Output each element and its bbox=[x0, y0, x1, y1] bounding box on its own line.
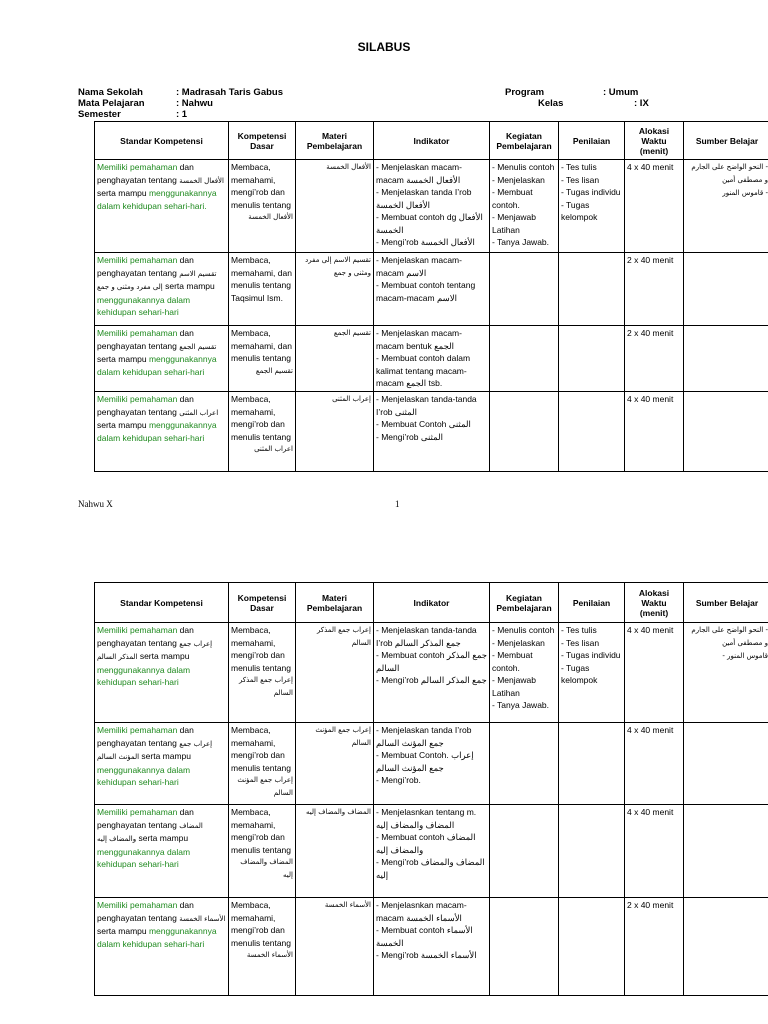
sumber-cell bbox=[684, 805, 768, 898]
materi-arabic-text: المضاف والمضاف إليه bbox=[306, 808, 371, 816]
table-row bbox=[95, 623, 768, 723]
sk-arabic-text: إعراب جمع المذكر السالم bbox=[97, 639, 213, 661]
table-2-body bbox=[95, 623, 768, 996]
sk-arabic-text: الأسماء الخمسة bbox=[179, 914, 226, 923]
info-labels bbox=[78, 87, 145, 120]
penilaian-cell bbox=[559, 392, 625, 472]
kegiatan-item: - Menjelaskan bbox=[492, 637, 545, 648]
kompetensi-dasar-cell bbox=[229, 392, 296, 472]
sk-green-text: menggunakannya dalam kehidupan sehari-hari bbox=[97, 664, 191, 687]
footer-left: Nahwu X bbox=[78, 499, 113, 509]
header-kompetensi-dasar: Kompetensi Dasar bbox=[229, 583, 296, 623]
sk-green-text: menggunakannya dalam kehidupan sehari-hari. bbox=[97, 188, 217, 211]
page-number: 1 bbox=[395, 499, 400, 509]
materi-cell bbox=[296, 723, 374, 805]
penilaian-cell bbox=[559, 623, 625, 723]
indikator-cell bbox=[374, 898, 490, 996]
alokasi-cell: 4 x 40 menit bbox=[625, 723, 684, 805]
mata-pelajaran-label: Mata Pelajaran bbox=[78, 98, 145, 109]
sk-text: dan penghayatan tentang bbox=[97, 725, 194, 748]
indikator-item: - Membuat Contoh المثنى bbox=[376, 419, 471, 429]
sk-text: dan penghayatan tentang bbox=[97, 394, 194, 417]
kegiatan-item: - Menjawab Latihan bbox=[492, 212, 536, 235]
sumber-cell bbox=[684, 392, 768, 472]
sk-green-text: Memiliki pemahaman bbox=[97, 725, 178, 735]
alokasi-cell: 2 x 40 menit bbox=[625, 326, 684, 392]
kd-text: Membaca, memahami, mengi’rob dan menulis tentang bbox=[231, 625, 292, 673]
kelas-label: Kelas bbox=[538, 98, 564, 109]
sk-green-text: menggunakannya dalam kehidupan sehari-hari bbox=[97, 420, 217, 443]
sk-green-text: menggunakannya dalam kehidupan sehari-hari bbox=[97, 846, 191, 869]
indikator-item: - Menjelaskan macam-macam الأفعال الخمسة bbox=[376, 162, 462, 185]
header-kegiatan: Kegiatan Pembelajaran bbox=[490, 122, 559, 160]
kd-arabic-text: المضاف والمضاف إليه bbox=[240, 858, 293, 879]
kd-arabic-text: اعراب المثنى bbox=[254, 445, 293, 453]
header-materi: Materi Pembelajaran bbox=[296, 583, 374, 623]
materi-cell bbox=[296, 392, 374, 472]
header-indikator: Indikator bbox=[374, 583, 490, 623]
penilaian-cell bbox=[559, 326, 625, 392]
materi-cell bbox=[296, 253, 374, 326]
kd-text: Membaca, memahami, mengi’rob dan menulis tentang bbox=[231, 900, 292, 948]
indikator-item: - Membuat Contoh. إعراب جمع المؤنث السالم bbox=[376, 750, 474, 773]
table-row bbox=[95, 805, 768, 898]
penilaian-cell bbox=[559, 805, 625, 898]
kompetensi-dasar-cell bbox=[229, 253, 296, 326]
sk-green-text: Memiliki pemahaman bbox=[97, 625, 178, 635]
nama-sekolah-value: : Madrasah Taris Gabus bbox=[176, 87, 283, 98]
sk-text: serta mampu bbox=[137, 651, 190, 661]
penilaian-cell bbox=[559, 253, 625, 326]
table-row bbox=[95, 723, 768, 805]
kegiatan-item: - Menulis contoh bbox=[492, 625, 555, 635]
kegiatan-item: - Membuat contoh. bbox=[492, 187, 533, 210]
kd-arabic-text: الأفعال الخمسة bbox=[248, 213, 293, 221]
header-materi: Materi Pembelajaran bbox=[296, 122, 374, 160]
alokasi-cell: 2 x 40 menit bbox=[625, 253, 684, 326]
sk-text: dan penghayatan tentang bbox=[97, 900, 194, 923]
kd-text: Membaca, memahami, mengi’rob dan menulis tentang bbox=[231, 162, 292, 210]
materi-arabic-text: تقسيم الاسم إلى مفرد ومثنى و جمع bbox=[305, 256, 371, 277]
indikator-item: - Mengi’rob. bbox=[376, 775, 421, 785]
alokasi-cell: 4 x 40 menit bbox=[625, 392, 684, 472]
sumber-cell bbox=[684, 898, 768, 996]
indikator-item: - Membuat contoh dalam kalimat tentang macam-macam الجمع tsb. bbox=[376, 353, 471, 388]
sumber-item: - النحو الواضح على الجارم و مصطفى أمين bbox=[691, 163, 768, 184]
sumber-cell bbox=[684, 253, 768, 326]
sk-text: dan penghayatan tentang bbox=[97, 807, 194, 830]
kd-text: Membaca, memahami, dan menulis tentang bbox=[231, 328, 292, 363]
table-1-body bbox=[95, 160, 768, 472]
semester-label: Semester bbox=[78, 109, 121, 120]
sk-arabic-text: الأفعال الخمسة bbox=[179, 176, 224, 185]
materi-cell bbox=[296, 805, 374, 898]
materi-arabic-text: الأفعال الخمسة bbox=[326, 163, 371, 171]
penilaian-item: - Tes tulis bbox=[561, 625, 597, 635]
sumber-item: قاموس المنور - bbox=[722, 652, 768, 660]
indikator-item: - Menjelasnkan tentang m. المضاف والمضاف إليه bbox=[376, 807, 477, 830]
indikator-item: - Menjelaskan tanda I’rob الأفعال الخمسة bbox=[376, 187, 472, 210]
sk-green-text: Memiliki pemahaman bbox=[97, 255, 178, 265]
kompetensi-dasar-cell bbox=[229, 326, 296, 392]
materi-cell bbox=[296, 160, 374, 253]
sk-text: dan penghayatan tentang bbox=[97, 162, 194, 185]
standar-kompetensi-cell bbox=[95, 623, 229, 723]
syllabus-table-2 bbox=[94, 582, 768, 996]
sk-text: serta mampu bbox=[97, 926, 149, 936]
header-kegiatan: Kegiatan Pembelajaran bbox=[490, 583, 559, 623]
sk-text: serta mampu bbox=[139, 751, 192, 761]
standar-kompetensi-cell bbox=[95, 392, 229, 472]
sk-arabic-text: المضاف والمضاف إليه bbox=[97, 821, 203, 843]
kegiatan-item: - Menjelaskan bbox=[492, 174, 545, 185]
table-row bbox=[95, 898, 768, 996]
kegiatan-cell bbox=[490, 160, 559, 253]
indikator-item: - Menjelaskan macam-macam bentuk الجمع bbox=[376, 328, 462, 351]
header-penilaian: Penilaian bbox=[559, 583, 625, 623]
materi-arabic-text: الأسماء الخمسة bbox=[324, 901, 371, 909]
sk-text: serta mampu bbox=[97, 354, 149, 364]
kegiatan-cell bbox=[490, 253, 559, 326]
sumber-cell bbox=[684, 326, 768, 392]
kompetensi-dasar-cell bbox=[229, 805, 296, 898]
kd-arabic-text: تقسيم الجمع bbox=[255, 366, 293, 375]
program-value: : Umum bbox=[603, 87, 639, 98]
kd-text: Membaca, memahami, mengi’rob dan menulis tentang bbox=[231, 725, 292, 773]
sk-arabic-text: تقسيم الجمع bbox=[179, 342, 217, 351]
standar-kompetensi-cell bbox=[95, 253, 229, 326]
table-row bbox=[95, 253, 768, 326]
materi-arabic-text: تقسيم الجمع bbox=[333, 329, 371, 337]
header-indikator: Indikator bbox=[374, 122, 490, 160]
materi-cell bbox=[296, 623, 374, 723]
sk-text: serta mampu bbox=[97, 420, 149, 430]
alokasi-cell: 4 x 40 menit bbox=[625, 805, 684, 898]
standar-kompetensi-cell bbox=[95, 326, 229, 392]
kompetensi-dasar-cell bbox=[229, 623, 296, 723]
kegiatan-cell bbox=[490, 805, 559, 898]
indikator-cell bbox=[374, 623, 490, 723]
kd-arabic-text: إعراب جمع المذكر السالم bbox=[238, 676, 293, 697]
indikator-item: - Membuat contoh جمع المذكر السالم bbox=[376, 650, 487, 673]
sk-arabic-text: إعراب جمع المؤنث السالم bbox=[97, 739, 213, 761]
header-penilaian: Penilaian bbox=[559, 122, 625, 160]
materi-arabic-text: إعراب المثنى bbox=[332, 395, 371, 403]
sumber-item: - قاموس المنور bbox=[722, 189, 768, 197]
indikator-cell bbox=[374, 160, 490, 253]
info-values bbox=[176, 87, 283, 120]
alokasi-cell: 2 x 40 menit bbox=[625, 898, 684, 996]
indikator-cell bbox=[374, 392, 490, 472]
kegiatan-cell bbox=[490, 623, 559, 723]
indikator-item: - Menjelaskan tanda I’rob جمع المؤنث السالم bbox=[376, 725, 472, 748]
kd-text: Membaca, memahami, mengi’rob dan menulis tentang bbox=[231, 807, 292, 855]
header-alokasi: Alokasi Waktu (menit) bbox=[625, 122, 684, 160]
sk-green-text: menggunakannya dalam kehidupan sehari-hari bbox=[97, 926, 217, 949]
sk-text: dan penghayatan tentang bbox=[97, 328, 194, 351]
header-standar-kompetensi: Standar Kompetensi bbox=[95, 583, 229, 623]
kegiatan-cell bbox=[490, 392, 559, 472]
syllabus-table-1 bbox=[94, 121, 768, 472]
indikator-item: - Membuat contoh المضاف والمضاف إليه bbox=[376, 832, 476, 855]
indikator-item: - Menjelaskan macam-macam الاسم bbox=[376, 255, 462, 278]
kelas-value: : IX bbox=[634, 98, 649, 109]
kegiatan-item: - Tanya Jawab. bbox=[492, 700, 550, 710]
indikator-item: - Membuat contoh tentang macam-macam الاسم bbox=[376, 280, 476, 303]
materi-cell bbox=[296, 898, 374, 996]
alokasi-cell: 4 x 40 menit bbox=[625, 623, 684, 723]
page-title: SILABUS bbox=[357, 40, 411, 54]
materi-cell bbox=[296, 326, 374, 392]
standar-kompetensi-cell bbox=[95, 898, 229, 996]
penilaian-cell bbox=[559, 723, 625, 805]
penilaian-item: - Tugas individu bbox=[561, 650, 621, 660]
sk-text: dan penghayatan tentang bbox=[97, 255, 194, 278]
program-label: Program bbox=[505, 87, 545, 98]
sk-green-text: menggunakannya dalam kehidupan sehari-hari bbox=[97, 764, 191, 787]
sk-green-text: menggunakannya dalam kehidupan sehari-hari bbox=[97, 354, 217, 377]
sk-green-text: Memiliki pemahaman bbox=[97, 162, 178, 172]
header-alokasi: Alokasi Waktu (menit) bbox=[625, 583, 684, 623]
sk-green-text: Memiliki pemahaman bbox=[97, 807, 178, 817]
penilaian-cell bbox=[559, 898, 625, 996]
penilaian-cell bbox=[559, 160, 625, 253]
indikator-item: - Mengi’rob المضاف والمضاف إليه bbox=[376, 857, 485, 880]
kegiatan-cell bbox=[490, 723, 559, 805]
indikator-item: - Membuat contoh الأسماء الخمسة bbox=[376, 925, 473, 948]
indikator-item: - Mengi’rob الأسماء الخمسة bbox=[376, 950, 477, 960]
sk-arabic-text: اعراب المثنى bbox=[179, 408, 219, 417]
indikator-cell bbox=[374, 326, 490, 392]
indikator-cell bbox=[374, 805, 490, 898]
kegiatan-cell bbox=[490, 898, 559, 996]
kd-arabic-text: الأسماء الخمسة bbox=[246, 951, 293, 959]
standar-kompetensi-cell bbox=[95, 723, 229, 805]
header-sumber: Sumber Belajar bbox=[684, 122, 768, 160]
indikator-item: - Mengi’rob جمع المذكر السالم bbox=[376, 675, 487, 685]
sk-text: serta mampu bbox=[136, 833, 189, 843]
sk-text: serta mampu bbox=[97, 188, 149, 198]
indikator-cell bbox=[374, 723, 490, 805]
sk-green-text: menggunakannya dalam kehidupan sehari-hari bbox=[97, 294, 191, 317]
sk-text: dan penghayatan tentang bbox=[97, 625, 194, 648]
header-sumber: Sumber Belajar bbox=[684, 583, 768, 623]
standar-kompetensi-cell bbox=[95, 160, 229, 253]
penilaian-item: - Tes lisan bbox=[561, 637, 600, 648]
materi-arabic-text: إعراب جمع المذكر السالم bbox=[316, 626, 371, 647]
kompetensi-dasar-cell bbox=[229, 160, 296, 253]
sk-green-text: Memiliki pemahaman bbox=[97, 900, 178, 910]
header-kompetensi-dasar: Kompetensi Dasar bbox=[229, 122, 296, 160]
indikator-item: - Menjelaskan tanda-tanda I’rob جمع المذكر السالم bbox=[376, 625, 477, 648]
kd-text: Membaca, memahami, mengi’rob dan menulis tentang bbox=[231, 394, 292, 442]
table-row bbox=[95, 160, 768, 253]
sumber-cell bbox=[684, 623, 768, 723]
header-standar-kompetensi: Standar Kompetensi bbox=[95, 122, 229, 160]
penilaian-item: - Tugas kelompok bbox=[561, 199, 598, 222]
penilaian-item: - Tes lisan bbox=[561, 174, 600, 185]
kompetensi-dasar-cell bbox=[229, 723, 296, 805]
penilaian-item: - Tugas individu bbox=[561, 187, 621, 197]
kd-arabic-text: إعراب جمع المؤنث السالم bbox=[237, 776, 293, 797]
semester-value: : 1 bbox=[176, 109, 188, 120]
indikator-item: - Membuat contoh dg الأفعال الخمسة bbox=[376, 212, 483, 235]
indikator-item: - Mengi’rob المثنى bbox=[376, 431, 443, 442]
sk-green-text: Memiliki pemahaman bbox=[97, 394, 178, 404]
mata-pelajaran-value: : Nahwu bbox=[176, 98, 213, 109]
sumber-item: - النحو الواضح على الجارم و مصطفى أمين bbox=[691, 626, 768, 647]
indikator-item: - Mengi’rob الأفعال الخمسة bbox=[376, 237, 475, 247]
table-row bbox=[95, 392, 768, 472]
sk-arabic-text: تقسيم الاسم إلى مفرد ومثنى و جمع bbox=[97, 269, 217, 291]
kegiatan-item: - Menulis contoh bbox=[492, 162, 555, 172]
kegiatan-item: - Tanya Jawab. bbox=[492, 237, 550, 247]
sk-text: serta mampu bbox=[162, 281, 215, 291]
nama-sekolah-label: Nama Sekolah bbox=[78, 87, 143, 98]
kd-text: Membaca, memahami, dan menulis tentang Taqsimul Ism. bbox=[231, 255, 292, 303]
table-row bbox=[95, 326, 768, 392]
alokasi-cell: 4 x 40 menit bbox=[625, 160, 684, 253]
sumber-cell bbox=[684, 160, 768, 253]
kegiatan-item: - Menjawab Latihan bbox=[492, 675, 536, 698]
sumber-cell bbox=[684, 723, 768, 805]
standar-kompetensi-cell bbox=[95, 805, 229, 898]
indikator-cell bbox=[374, 253, 490, 326]
indikator-item: - Menjelaskan tanda-tanda I’rob المثنى bbox=[376, 394, 477, 417]
kompetensi-dasar-cell bbox=[229, 898, 296, 996]
indikator-item: - Menjelasnkan macam-macam الأسماء الخمسة bbox=[376, 900, 467, 923]
kegiatan-cell bbox=[490, 326, 559, 392]
materi-arabic-text: إعراب جمع المؤنث السالم bbox=[315, 726, 371, 747]
kegiatan-item: - Membuat contoh. bbox=[492, 650, 533, 673]
sk-green-text: Memiliki pemahaman bbox=[97, 328, 178, 338]
penilaian-item: - Tes tulis bbox=[561, 162, 597, 172]
penilaian-item: - Tugas kelompok bbox=[561, 662, 598, 685]
